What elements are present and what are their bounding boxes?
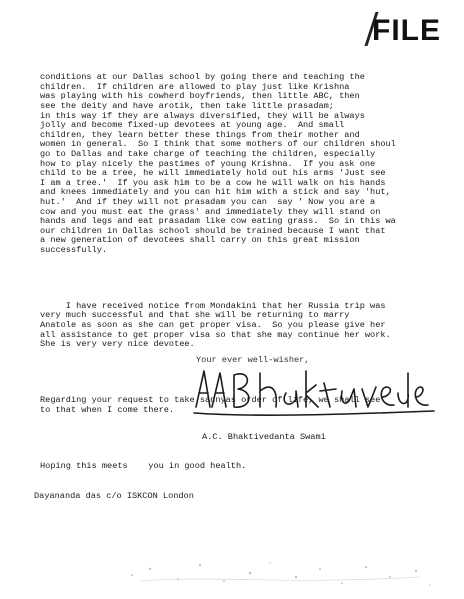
file-stamp: FILE — [372, 14, 441, 47]
text-line: I am a tree.' If you ask him to be a cow he will walk on his hands — [40, 177, 386, 188]
text-line: cow and you must eat the grass' and immediately they will stand on — [40, 206, 381, 217]
text-line: child to be a tree, he will immediately hold out his arms 'Just see — [40, 168, 386, 179]
text-line: Regarding your request to take sannyas order of life, we shall see — [40, 395, 381, 406]
text-line: see the deity and have arotik, then take little prasadam; — [40, 100, 334, 111]
text-line: women in general. So I think that some mothers of our children shoul — [40, 139, 396, 150]
text-line: Anatole as soon as she can get proper visa. So you please give her — [40, 320, 386, 331]
text-line: was playing with his cowherd boyfriends, then little ABC, then — [40, 91, 360, 102]
text-line: conditions at our Dallas school by going there and teaching the — [40, 72, 365, 83]
text-line: children, they learn better these things from their mother and — [40, 129, 360, 140]
text-line: I have received notice from Mondakini that her Russia trip was — [40, 300, 386, 311]
text-line: Hoping this meets you in good health. — [40, 460, 247, 471]
signature-block — [190, 355, 440, 430]
text-line: go to Dallas and take charge of teaching the children, especially — [40, 148, 376, 159]
text-line: our children in Dallas school should be trained because I want that — [40, 225, 386, 236]
paragraph-gap — [40, 275, 458, 283]
paragraph-mondakini — [40, 302, 458, 350]
closing-line: Your ever well-wisher, — [196, 355, 310, 365]
text-line: how to play nicely the pastimes of young Krishna. If you ask one — [40, 158, 376, 169]
text-line: jolly and become fixed-up devotees at young age. And small — [40, 120, 345, 131]
text-line: hands and legs and eat prasadam like cow eating grass. So in this wa — [40, 216, 396, 227]
text-line: all assistance to get proper visa so that she may continue her work. — [40, 329, 391, 340]
text-line: children. If children are allowed to play just like Krishna — [40, 81, 350, 92]
signatory-name: A.C. Bhaktivedanta Swami — [202, 432, 326, 442]
paragraph-hoping — [40, 462, 458, 472]
text-line: hut.' And if they will not prasadam you can say ' Now you are a — [40, 196, 376, 207]
text-line: to that when I come there. — [40, 404, 175, 415]
text-line: She is very very nice devotee. — [40, 339, 195, 350]
text-line: successfully. — [40, 244, 108, 255]
cc-recipient-line: Dayananda das c/o ISKCON London — [34, 491, 194, 501]
handwritten-signature — [190, 363, 440, 425]
text-line: very much successful and that she will be returning to marry — [40, 310, 350, 321]
text-line: in this way if they are always diversified, they will be always — [40, 110, 365, 121]
text-line: a new generation of devotees shall carry on this great mission — [40, 235, 360, 246]
paragraph-dallas-school — [40, 73, 458, 255]
text-line: and knees immediately and you can hit him with a stick and say 'hut, — [40, 187, 391, 198]
scan-noise-smudge — [120, 555, 440, 591]
